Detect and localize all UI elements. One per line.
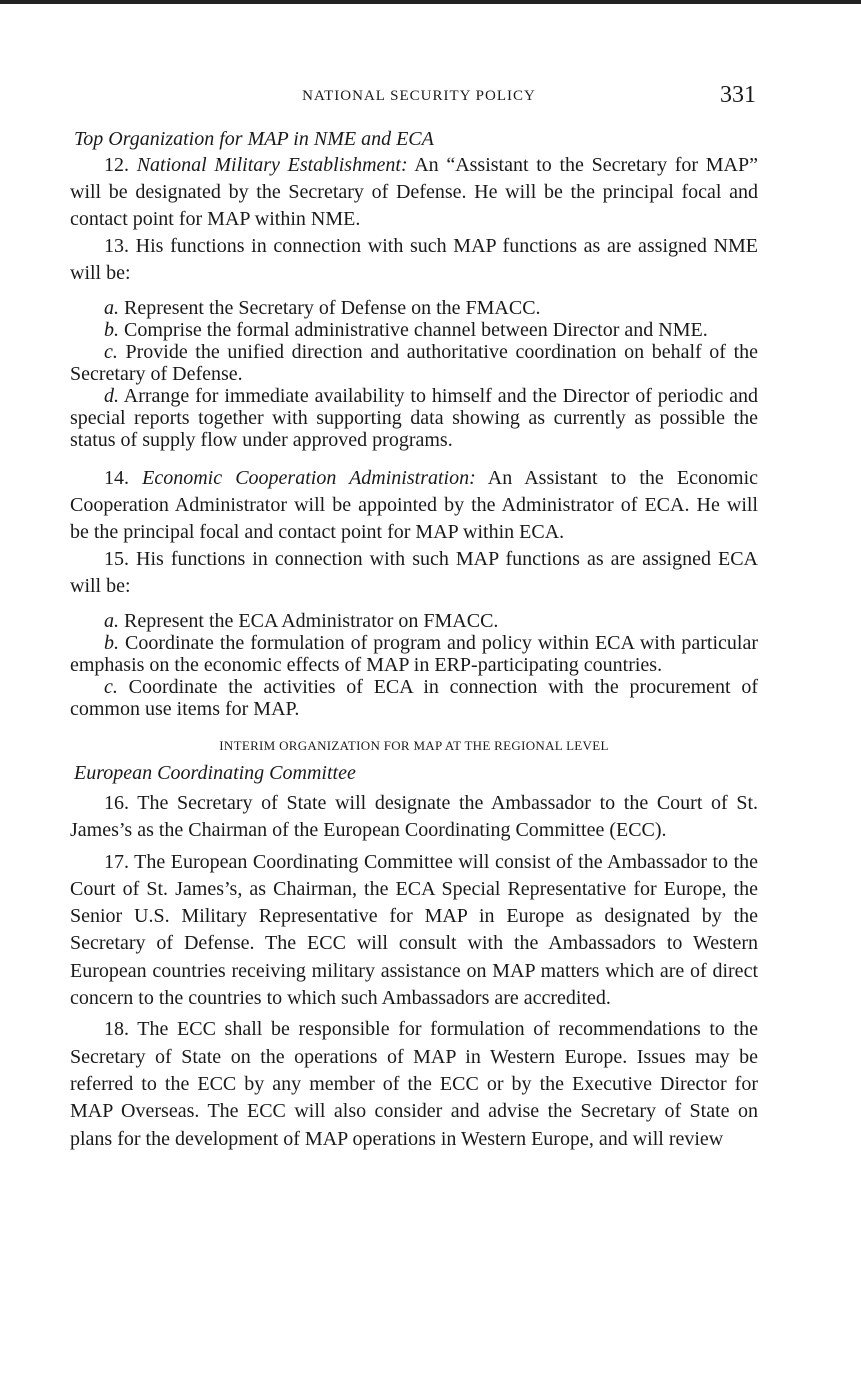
section-heading-interim-organization: INTERIM ORGANIZATION FOR MAP AT THE REGIONAL LEVEL — [219, 738, 609, 753]
list-15 — [70, 610, 758, 720]
list-item-text: Represent the ECA Administrator on FMACC. — [119, 610, 499, 632]
list-item — [70, 341, 758, 385]
list-item-text: Coordinate the activities of ECA in connection with the procurement of common use items for MAP. — [70, 676, 758, 720]
list-item-letter: c. — [104, 341, 118, 363]
list-item-text: Coordinate the formulation of program and policy within ECA with particular emphasis on the economic effects of MAP in ERP-participating countries. — [70, 632, 758, 676]
list-item-text: Comprise the formal administrative channel between Director and NME. — [119, 319, 708, 341]
paragraph-12-text: An “Assistant to the Secretary for MAP” will be designated by the Secretary of Defense. He will be the principal focal and contact point for MAP within NME. — [70, 154, 759, 230]
paragraph-13: 13. His functions in connection with such MAP functions as are assigned NME will be: — [70, 235, 758, 284]
document-page — [70, 78, 758, 1153]
page-number: 331 — [720, 82, 756, 108]
list-item-letter: a. — [104, 297, 119, 319]
spacer — [70, 451, 758, 465]
list-item — [70, 297, 758, 319]
page-header — [70, 78, 758, 122]
list-item-letter: b. — [104, 319, 119, 341]
running-head: NATIONAL SECURITY POLICY — [302, 88, 536, 104]
paragraph-12 — [70, 152, 758, 233]
list-item — [70, 610, 758, 632]
list-item-text: Represent the Secretary of Defense on the FMACC. — [119, 297, 541, 319]
list-item — [70, 319, 758, 341]
paragraph-14-number: 14. — [104, 467, 129, 489]
section-title-european-coordinating-committee: European Coordinating Committee — [74, 762, 356, 784]
section-title-top-organization: Top Organization for MAP in NME and ECA — [74, 128, 434, 150]
list-item-letter: d. — [104, 385, 119, 407]
list-item-letter: b. — [104, 632, 119, 654]
paragraph-15: 15. His functions in connection with such MAP functions as are assigned ECA will be: — [70, 548, 758, 597]
paragraph-17: 17. The European Coordinating Committee will consist of the Ambassador to the Court of St. James’s, as Chairman, the ECA Special Representative for Europe, the Senior U.S. Military Representative for MAP in Europe as designated by the Secretary of Defense. The ECC will consult with the Ambassadors to Western European countries receiving military assistance on MAP matters which are of direct concern to the countries to which such Ambassadors are accredited. — [70, 850, 758, 1010]
list-item-text: Arrange for immediate availability to himself and the Director of periodic and special reports together with supporting data showing as currently as possible the status of supply flow under approved programs. — [70, 385, 758, 451]
paragraph-14-heading: Economic Cooperation Administration: — [142, 467, 476, 489]
list-item-letter: c. — [104, 676, 118, 698]
paragraph-18: 18. The ECC shall be responsible for formulation of recommendations to the Secretary of State on the operations of MAP in Western Europe. Issues may be referred to the ECC by any member of the ECC or by the Executive Director for MAP Overseas. The ECC will also consider and advise the Secretary of State on plans for the development of MAP operations in Western Europe, and will review — [70, 1018, 758, 1150]
paragraph-12-heading: National Military Establishment: — [136, 154, 408, 176]
paragraph-14-text: An Assistant to the Economic Cooperation Administrator will be appointed by the Administrator of ECA. He will be the principal focal and contact point for MAP within ECA. — [70, 467, 759, 543]
list-item-text: Provide the unified direction and authoritative coordination on behalf of the Secretary of Defense. — [70, 341, 758, 385]
list-item — [70, 385, 758, 451]
list-13 — [70, 297, 758, 451]
paragraph-16: 16. The Secretary of State will designate the Ambassador to the Court of St. James’s as the Chairman of the European Coordinating Committee (ECC). — [70, 792, 758, 842]
paragraph-12-number: 12. — [104, 154, 129, 176]
top-edge-rule — [0, 0, 861, 4]
paragraph-14 — [70, 465, 758, 546]
list-item — [70, 632, 758, 676]
list-item — [70, 676, 758, 720]
list-item-letter: a. — [104, 610, 119, 632]
